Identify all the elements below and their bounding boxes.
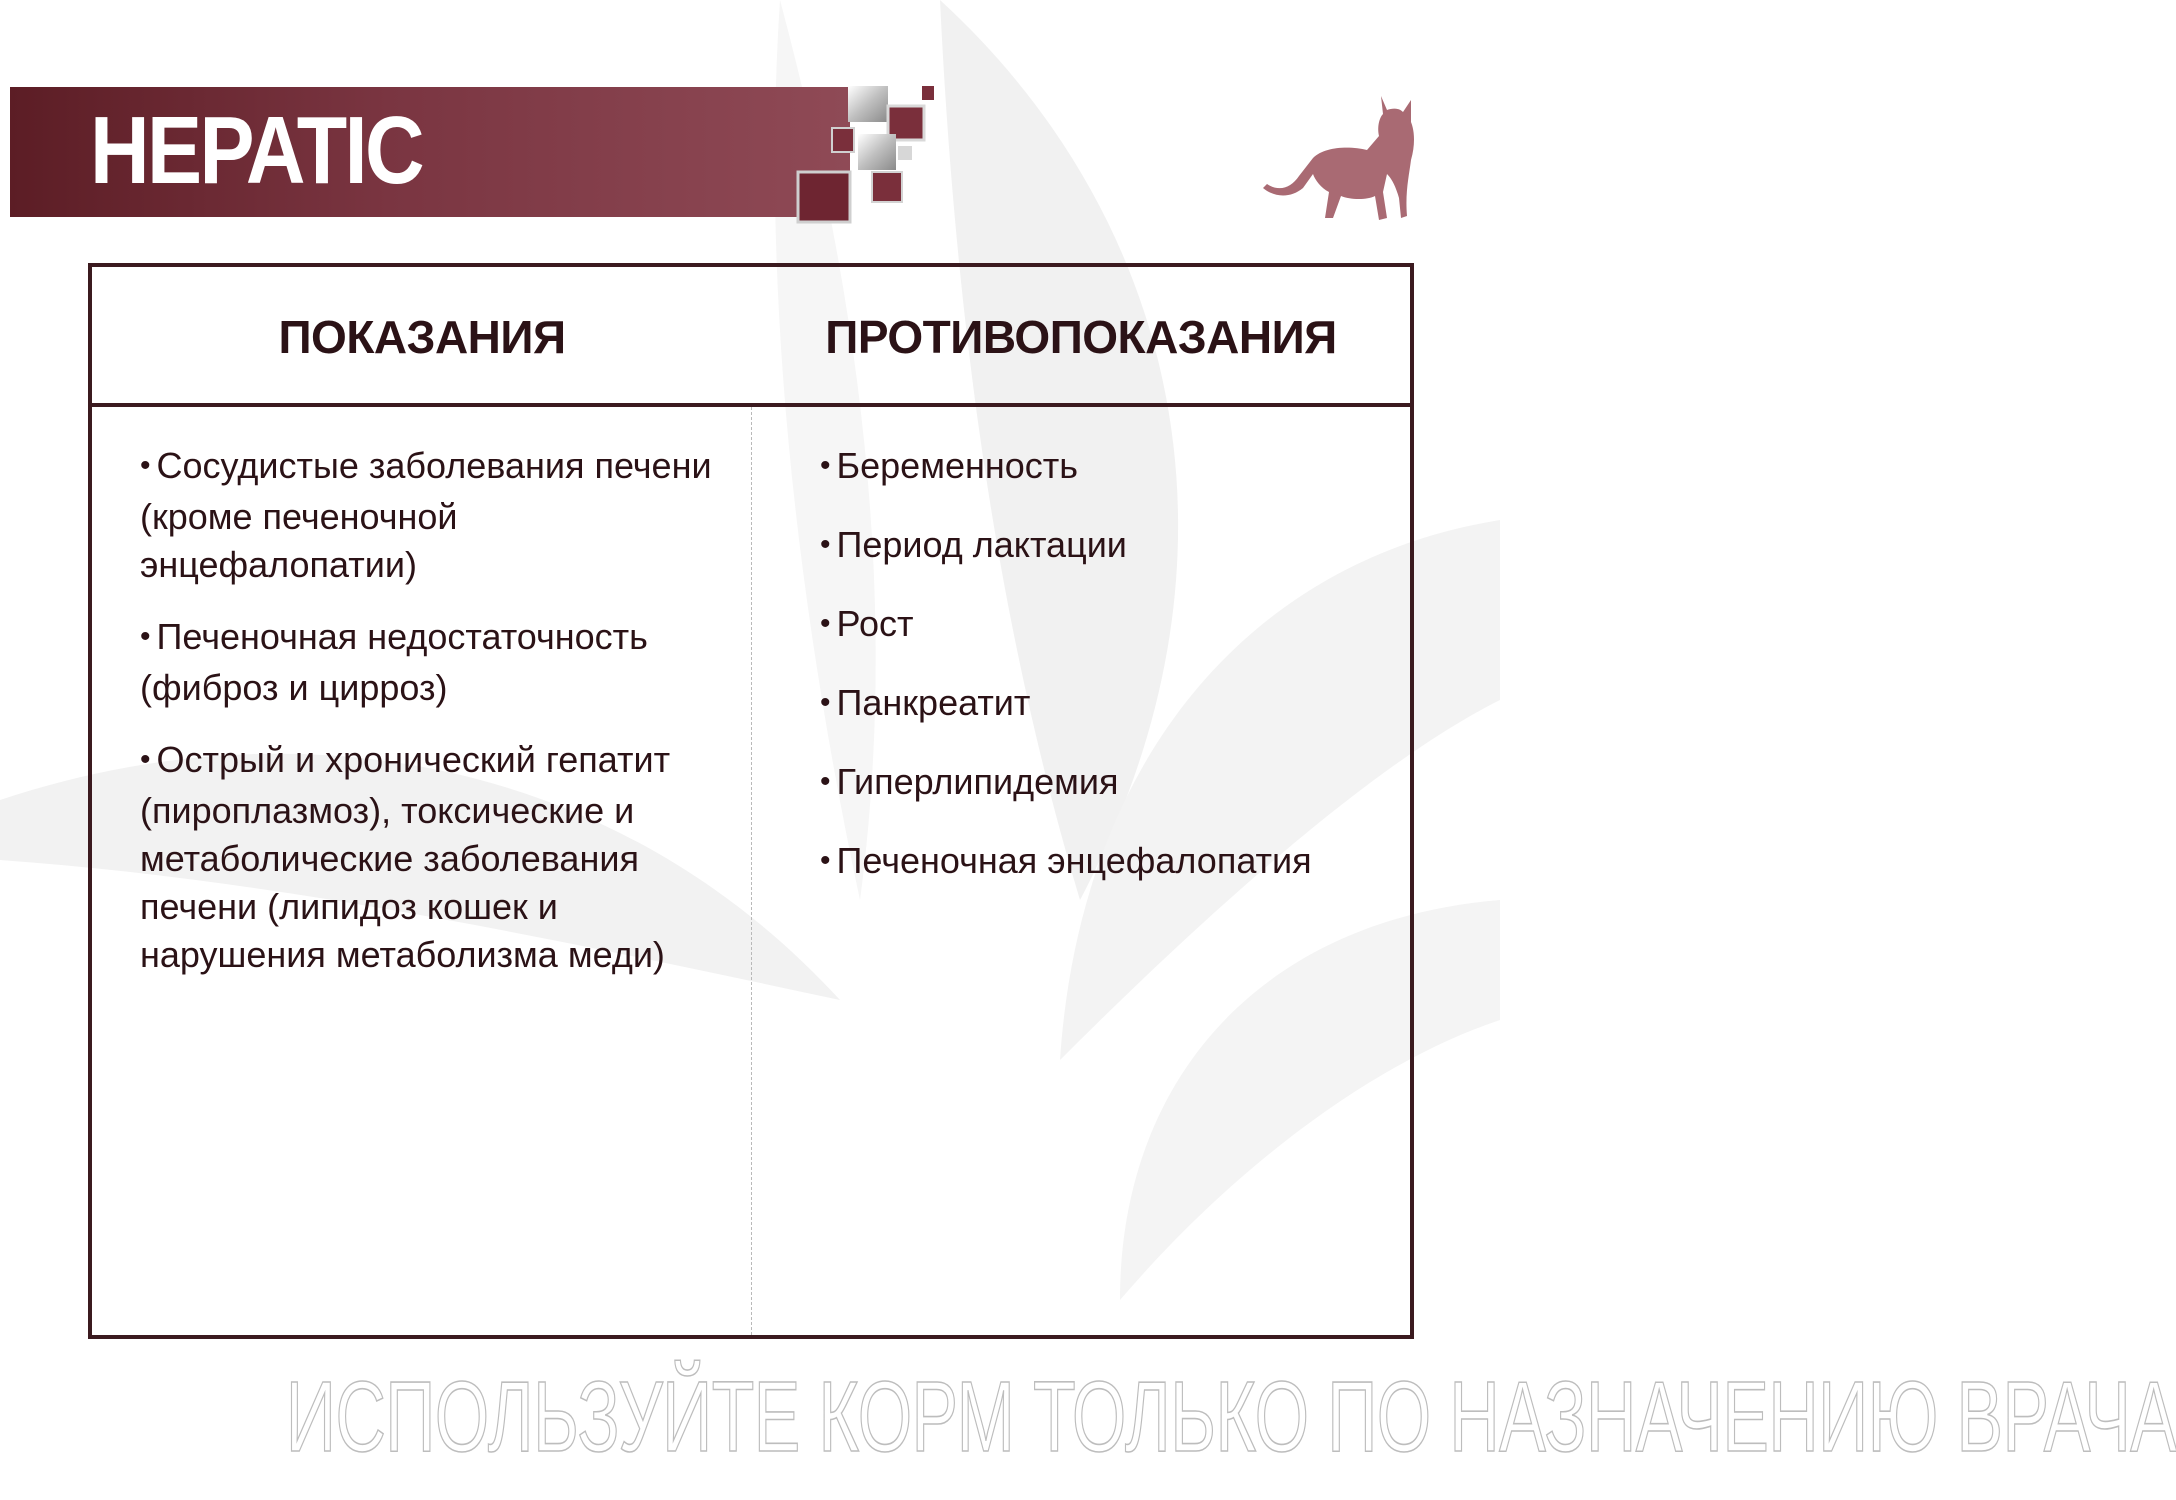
bullet-icon: •	[820, 844, 831, 877]
bullet-icon: •	[140, 620, 151, 653]
list-item: • Печеночная недостаточность (фиброз и цирроз)	[140, 616, 648, 708]
list-item: • Панкреатит	[820, 682, 1031, 723]
bullet-icon: •	[820, 686, 831, 719]
list-item: • Острый и хронический гепатит (пироплазмоз), токсические и метаболические заболевания печени (липидоз кошек и нарушения метаболизма меди)	[140, 739, 671, 975]
list-item: • Печеночная энцефалопатия	[820, 840, 1312, 881]
list-item: • Сосудистые заболевания печени (кроме печеночной энцефалопатии)	[140, 445, 712, 585]
decorative-squares-icon	[790, 80, 940, 230]
contraindications-heading: ПРОТИВОПОКАЗАНИЯ	[825, 311, 1337, 363]
contraindications-list	[820, 442, 1380, 916]
table-header-row	[92, 267, 1410, 407]
indications-heading: ПОКАЗАНИЯ	[278, 311, 566, 363]
footer-notice	[88, 1352, 2176, 1482]
cat-silhouette-icon	[1255, 88, 1420, 228]
bullet-icon: •	[820, 607, 831, 640]
bullet-icon: •	[820, 765, 831, 798]
indications-list	[140, 442, 730, 1003]
list-item: • Рост	[820, 603, 914, 644]
bullet-icon: •	[820, 449, 831, 482]
indications-table	[88, 263, 1414, 1339]
bullet-icon: •	[820, 528, 831, 561]
bullet-icon: •	[140, 449, 151, 482]
column-divider	[751, 407, 752, 1335]
list-item: • Беременность	[820, 445, 1079, 486]
bullet-icon: •	[140, 743, 151, 776]
list-item: • Период лактации	[820, 524, 1127, 565]
brand-title: HEPATIC	[90, 97, 423, 204]
footer-notice-text: ИСПОЛЬЗУЙТЕ КОРМ ТОЛЬКО ПО НАЗНАЧЕНИЮ ВРАЧА	[285, 1361, 2176, 1473]
list-item: • Гиперлипидемия	[820, 761, 1119, 802]
